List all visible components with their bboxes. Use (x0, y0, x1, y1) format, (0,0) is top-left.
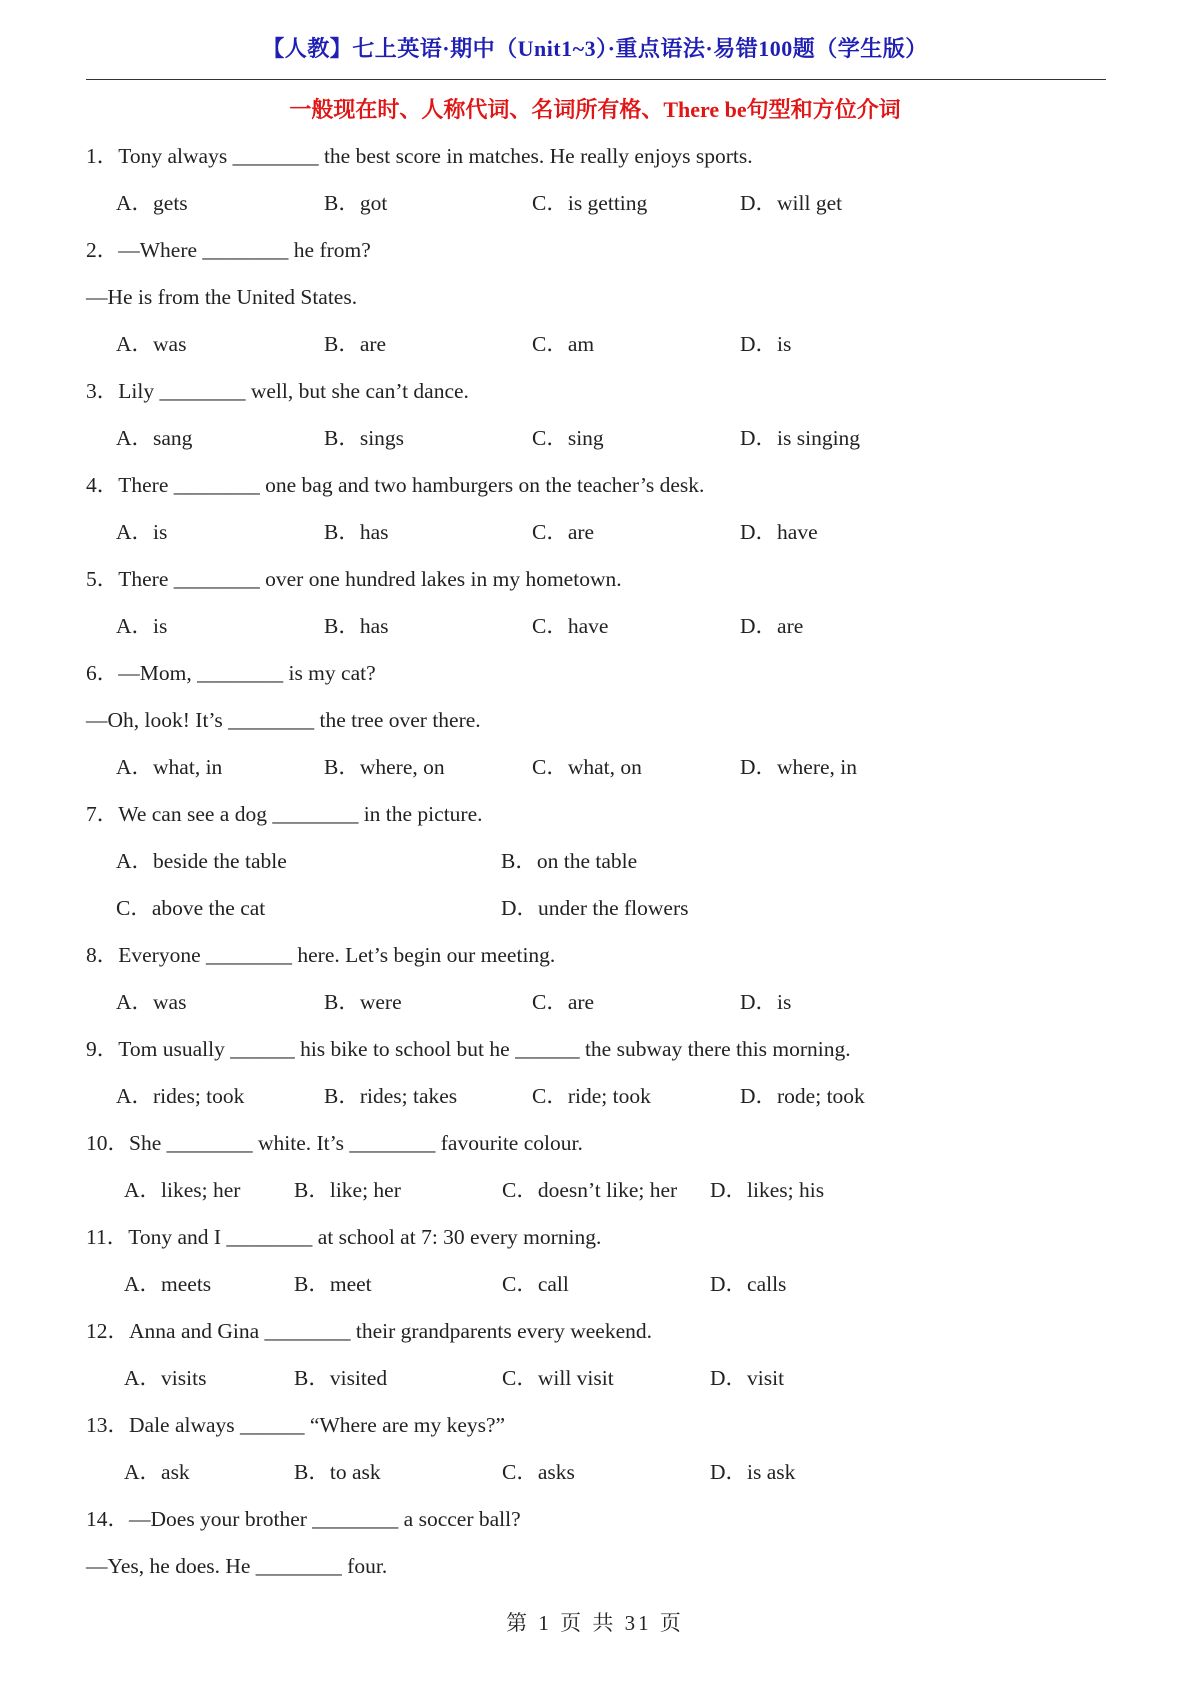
question-1-stem: 1．Tony always ________ the best score in matches. He really enjoys sports. (86, 144, 753, 168)
option-d: D．will get (740, 191, 843, 215)
question-12-stem: 12．Anna and Gina ________ their grandparents every weekend. (86, 1319, 652, 1343)
option-d: D．likes; his (710, 1178, 825, 1202)
page-footer: 第 1 页 共 31 页 (506, 1611, 684, 1635)
option-c: C．am (532, 332, 595, 356)
question-7-options-row2 (86, 885, 1106, 932)
question-6-options (86, 744, 1106, 791)
option-b: B．has (324, 614, 389, 638)
question-13-stem: 13．Dale always ______ “Where are my keys?” (86, 1413, 506, 1437)
question-13-options (86, 1449, 1106, 1496)
option-c: C．are (532, 990, 595, 1014)
question-8-stem: 8．Everyone ________ here. Let’s begin our meeting. (86, 943, 556, 967)
option-b: B．are (324, 332, 387, 356)
question-2-options (86, 321, 1106, 368)
option-b: B．where, on (324, 755, 445, 779)
option-a: A．visits (124, 1366, 207, 1390)
question-3-stem: 3．Lily ________ well, but she can’t dance. (86, 379, 469, 403)
option-a: A．was (116, 332, 187, 356)
option-c: C．doesn’t like; her (502, 1178, 678, 1202)
option-d: D．have (740, 520, 818, 544)
option-c: C．ride; took (532, 1084, 651, 1108)
option-b: B．on the table (501, 849, 638, 873)
document-header: 【人教】七上英语·期中（Unit1~3）·重点语法·易错100题（学生版） (262, 36, 928, 61)
option-b: B．were (324, 990, 402, 1014)
option-a: A．meets (124, 1272, 212, 1296)
option-d: D．where, in (740, 755, 858, 779)
option-c: C．are (532, 520, 595, 544)
question-5-options (86, 603, 1106, 650)
option-c: C．asks (502, 1460, 575, 1484)
option-a: A．beside the table (116, 849, 287, 873)
question-11-stem: 11．Tony and I ________ at school at 7: 30 every morning. (86, 1225, 602, 1249)
option-d: D．is ask (710, 1460, 796, 1484)
option-c: C．sing (532, 426, 604, 450)
option-b: B．visited (294, 1366, 388, 1390)
question-9-stem: 9．Tom usually ______ his bike to school but he ______ the subway there this morning. (86, 1037, 851, 1061)
option-b: B．has (324, 520, 389, 544)
option-a: A．is (116, 520, 168, 544)
question-12-options (86, 1355, 1106, 1402)
option-b: B．got (324, 191, 388, 215)
question-5-stem: 5．There ________ over one hundred lakes in my hometown. (86, 567, 622, 591)
option-a: A．is (116, 614, 168, 638)
option-a: A．likes; her (124, 1178, 241, 1202)
option-b: B．sings (324, 426, 405, 450)
option-c: C．is getting (532, 191, 648, 215)
option-d: D．is (740, 332, 792, 356)
option-a: A．gets (116, 191, 188, 215)
question-11-options (86, 1261, 1106, 1308)
question-2-reply: —He is from the United States. (86, 285, 358, 309)
question-3-options (86, 415, 1106, 462)
option-d: D．is (740, 990, 792, 1014)
question-14-stem: 14．—Does your brother ________ a soccer ball? (86, 1507, 521, 1531)
option-a: A．was (116, 990, 187, 1014)
option-d: D．visit (710, 1366, 785, 1390)
question-14-reply: —Yes, he does. He ________ four. (86, 1554, 388, 1578)
question-6-reply: —Oh, look! It’s ________ the tree over there. (86, 708, 481, 732)
option-c: C．will visit (502, 1366, 614, 1390)
question-9-options (86, 1073, 1106, 1120)
option-a: A．sang (116, 426, 193, 450)
question-7-stem: 7．We can see a dog ________ in the picture. (86, 802, 483, 826)
option-d: D．are (740, 614, 804, 638)
option-c: C．above the cat (116, 896, 266, 920)
option-b: B．rides; takes (324, 1084, 458, 1108)
option-a: A．ask (124, 1460, 190, 1484)
option-b: B．meet (294, 1272, 372, 1296)
header-rule (86, 79, 1106, 80)
question-4-options (86, 509, 1106, 556)
option-b: B．to ask (294, 1460, 381, 1484)
question-list (86, 133, 1106, 1590)
option-c: C．have (532, 614, 609, 638)
option-a: A．rides; took (116, 1084, 245, 1108)
section-title: 一般现在时、人称代词、名词所有格、There be句型和方位介词 (289, 97, 901, 122)
question-8-options (86, 979, 1106, 1026)
option-d: D．calls (710, 1272, 787, 1296)
option-d: D．is singing (740, 426, 861, 450)
option-d: D．under the flowers (501, 896, 689, 920)
question-2-stem: 2．—Where ________ he from? (86, 238, 371, 262)
question-4-stem: 4．There ________ one bag and two hamburgers on the teacher’s desk. (86, 473, 705, 497)
question-10-options (86, 1167, 1106, 1214)
option-b: B．like; her (294, 1178, 401, 1202)
option-a: A．what, in (116, 755, 223, 779)
question-6-stem: 6．—Mom, ________ is my cat? (86, 661, 376, 685)
option-c: C．call (502, 1272, 569, 1296)
question-10-stem: 10．She ________ white. It’s ________ favourite colour. (86, 1131, 583, 1155)
question-1-options (86, 180, 1106, 227)
option-c: C．what, on (532, 755, 642, 779)
option-d: D．rode; took (740, 1084, 865, 1108)
question-7-options-row1 (86, 838, 1106, 885)
